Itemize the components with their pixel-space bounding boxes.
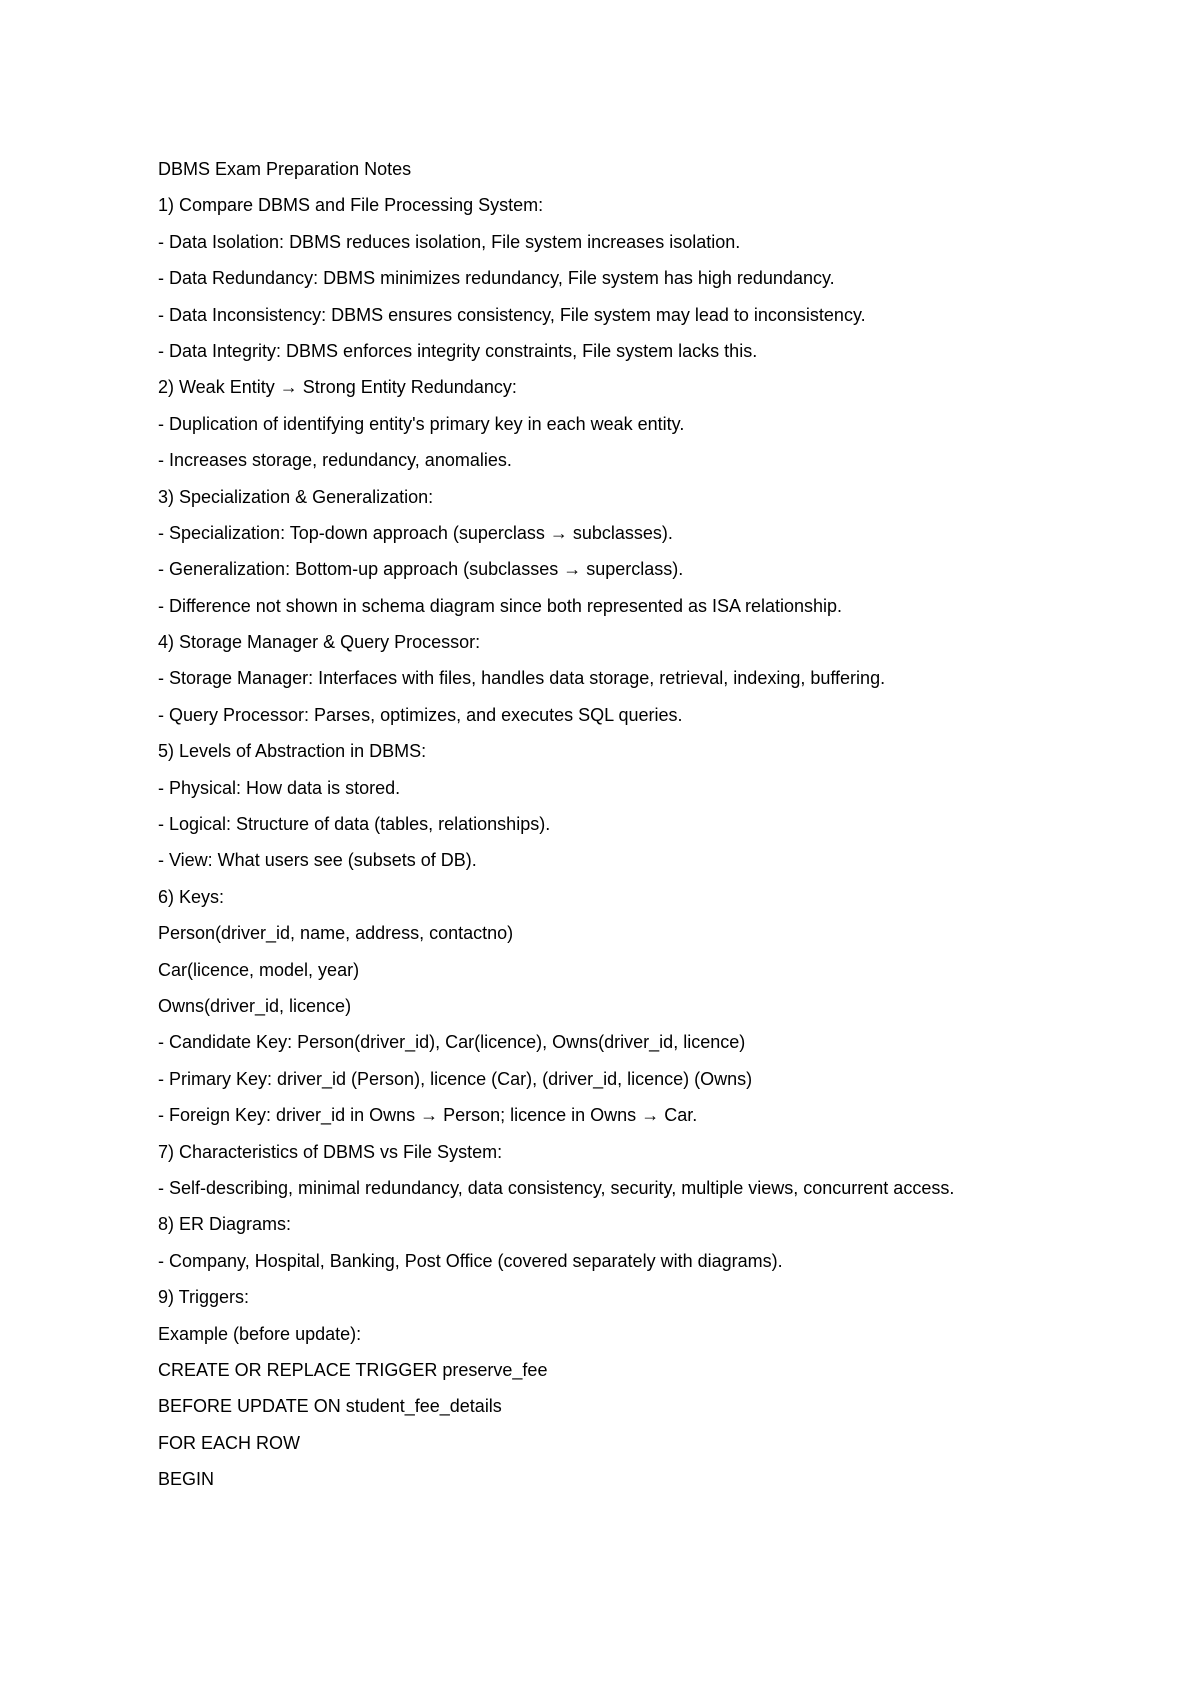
list-item: - Data Integrity: DBMS enforces integrity constraints, File system lacks this. [158, 340, 758, 361]
section-heading-4: 4) Storage Manager & Query Processor: [158, 632, 481, 653]
schema-line: Car(licence, model, year) [158, 959, 360, 980]
section-heading-8: 8) ER Diagrams: [158, 1214, 292, 1235]
list-item: - Company, Hospital, Banking, Post Office (covered separately with diagrams). [158, 1250, 783, 1271]
list-item: - Increases storage, redundancy, anomalies. [158, 450, 512, 471]
code-line: BEGIN [158, 1469, 215, 1490]
schema-line: Person(driver_id, name, address, contactno) [158, 923, 514, 944]
list-item: - Primary Key: driver_id (Person), licence (Car), (driver_id, licence) (Owns) [158, 1068, 753, 1089]
list-item: - Candidate Key: Person(driver_id), Car(licence), Owns(driver_id, licence) [158, 1032, 746, 1053]
example-label: Example (before update): [158, 1323, 362, 1344]
list-item: - Logical: Structure of data (tables, relationships). [158, 814, 551, 835]
code-line: FOR EACH ROW [158, 1432, 300, 1453]
section-heading-1: 1) Compare DBMS and File Processing System: [158, 195, 544, 216]
list-item: - Specialization: Top-down approach (superclass → subclasses). [158, 522, 673, 543]
list-item: - Data Isolation: DBMS reduces isolation, File system increases isolation. [158, 231, 741, 252]
section-heading-6: 6) Keys: [158, 886, 225, 907]
section-heading-9: 9) Triggers: [158, 1287, 250, 1308]
list-item: - Data Inconsistency: DBMS ensures consistency, File system may lead to inconsistency. [158, 304, 866, 325]
section-heading-2: 2) Weak Entity → Strong Entity Redundancy: [158, 377, 517, 398]
list-item: - Duplication of identifying entity's primary key in each weak entity. [158, 413, 685, 434]
list-item: - Generalization: Bottom-up approach (subclasses → superclass). [158, 559, 684, 580]
document-body [158, 157, 1018, 1503]
document-title: DBMS Exam Preparation Notes [158, 159, 412, 179]
list-item: - Physical: How data is stored. [158, 777, 401, 798]
code-line: BEFORE UPDATE ON student_fee_details [158, 1396, 502, 1417]
section-heading-7: 7) Characteristics of DBMS vs File System: [158, 1141, 503, 1162]
section-heading-3: 3) Specialization & Generalization: [158, 486, 434, 507]
list-item: - Foreign Key: driver_id in Owns → Person; licence in Owns → Car. [158, 1105, 698, 1126]
section-heading-5: 5) Levels of Abstraction in DBMS: [158, 741, 427, 762]
list-item: - Storage Manager: Interfaces with files, handles data storage, retrieval, indexing, buffering. [158, 668, 886, 689]
schema-line: Owns(driver_id, licence) [158, 995, 352, 1016]
list-item: - Difference not shown in schema diagram since both represented as ISA relationship. [158, 595, 843, 616]
list-item: - View: What users see (subsets of DB). [158, 850, 477, 871]
list-item: - Data Redundancy: DBMS minimizes redundancy, File system has high redundancy. [158, 268, 835, 289]
code-line: CREATE OR REPLACE TRIGGER preserve_fee [158, 1359, 548, 1380]
list-item: - Self-describing, minimal redundancy, data consistency, security, multiple views, concurrent access. [158, 1177, 955, 1198]
list-item: - Query Processor: Parses, optimizes, and executes SQL queries. [158, 704, 683, 725]
